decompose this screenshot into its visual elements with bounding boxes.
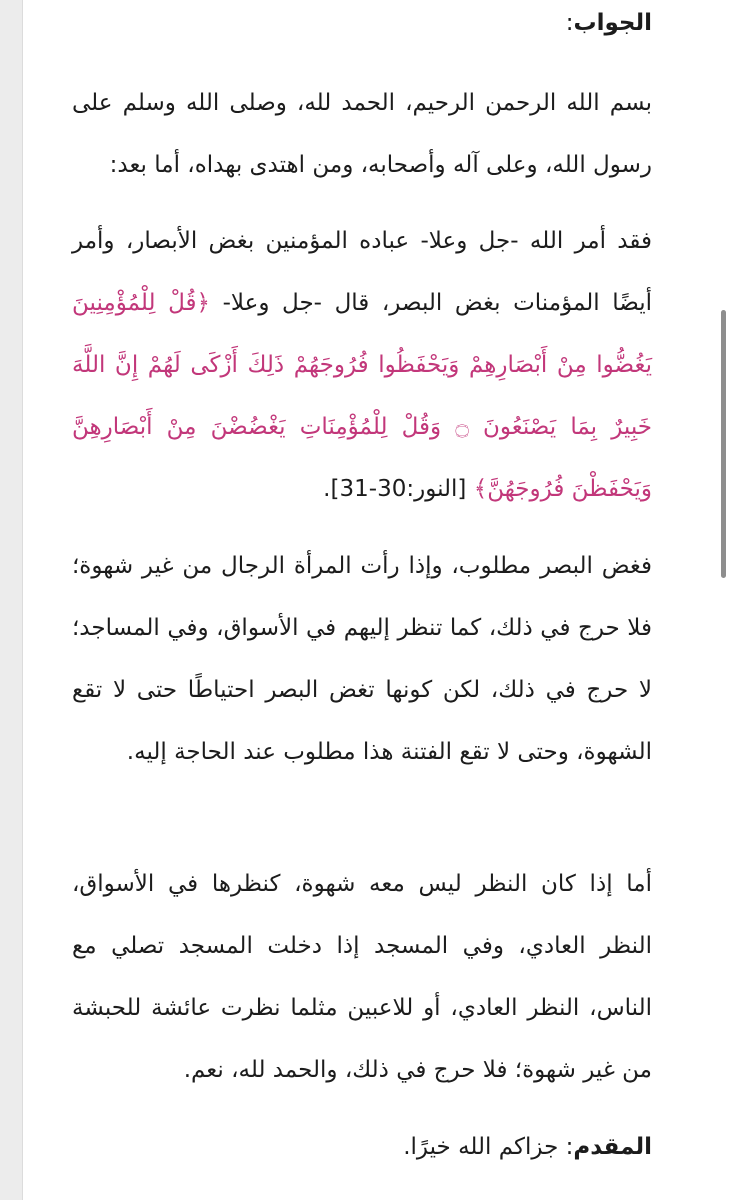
verse-intro-text: فقد أمر الله -جل وعلا- عباده المؤمنين بغض الأبصار، وأمر أيضًا المؤمنات بغض البصر، قال -جل وعلا-	[72, 228, 652, 316]
answer-heading	[566, 0, 652, 46]
presenter-label: المقدم	[573, 1134, 652, 1160]
presenter-text: : جزاكم الله خيرًا.	[403, 1134, 574, 1160]
quran-verse: ﴿قُلْ لِلْمُؤْمِنِينَ يَغُضُّوا مِنْ أَبْصَارِهِمْ وَيَحْفَظُوا فُرُوجَهُمْ ذَلِكَ أَزْكَى لَهُمْ إِنَّ اللَّهَ خَبِيرٌ بِمَا يَصْنَعُونَ ۝ وَقُلْ لِلْمُؤْمِنَاتِ يَغْضُضْنَ مِنْ أَبْصَارِهِنَّ وَيَحْفَظْنَ فُرُوجَهُنَّ﴾	[72, 290, 652, 502]
ruling-paragraph: فغض البصر مطلوب، وإذا رأت المرأة الرجال من غير شهوة؛ فلا حرج في ذلك، كما تنظر إليهم في الأسواق، وفي المساجد؛ لا حرج في ذلك، لكن كونها تغض البصر احتياطًا حتى لا تقع الشهوة، وحتى لا تقع الفتنة هذا مطلوب عند الحاجة إليه.	[72, 553, 652, 765]
presenter-line	[403, 1124, 652, 1170]
normal-look-paragraph: أما إذا كان النظر ليس معه شهوة، كنظرها في الأسواق، النظر العادي، وفي المسجد إذا دخلت المسجد تصلي مع الناس، النظر العادي، أو للاعبين مثلما نظرت عائشة للحبشة من غير شهوة؛ فلا حرج في ذلك، والحمد لله، نعم.	[72, 871, 652, 1083]
left-window-edge	[0, 0, 23, 1200]
verse-paragraph	[72, 210, 652, 520]
scrollbar-thumb[interactable]	[721, 310, 726, 578]
answer-heading-colon: :	[565, 10, 574, 36]
verse-reference: [النور:30-31].	[323, 476, 474, 502]
opening-paragraph: بسم الله الرحمن الرحيم، الحمد لله، وصلى الله وسلم على رسول الله، وعلى آله وأصحابه، ومن اهتدى بهداه، أما بعد:	[72, 90, 652, 178]
answer-heading-label: الجواب	[573, 10, 652, 36]
article-content	[72, 0, 652, 1200]
